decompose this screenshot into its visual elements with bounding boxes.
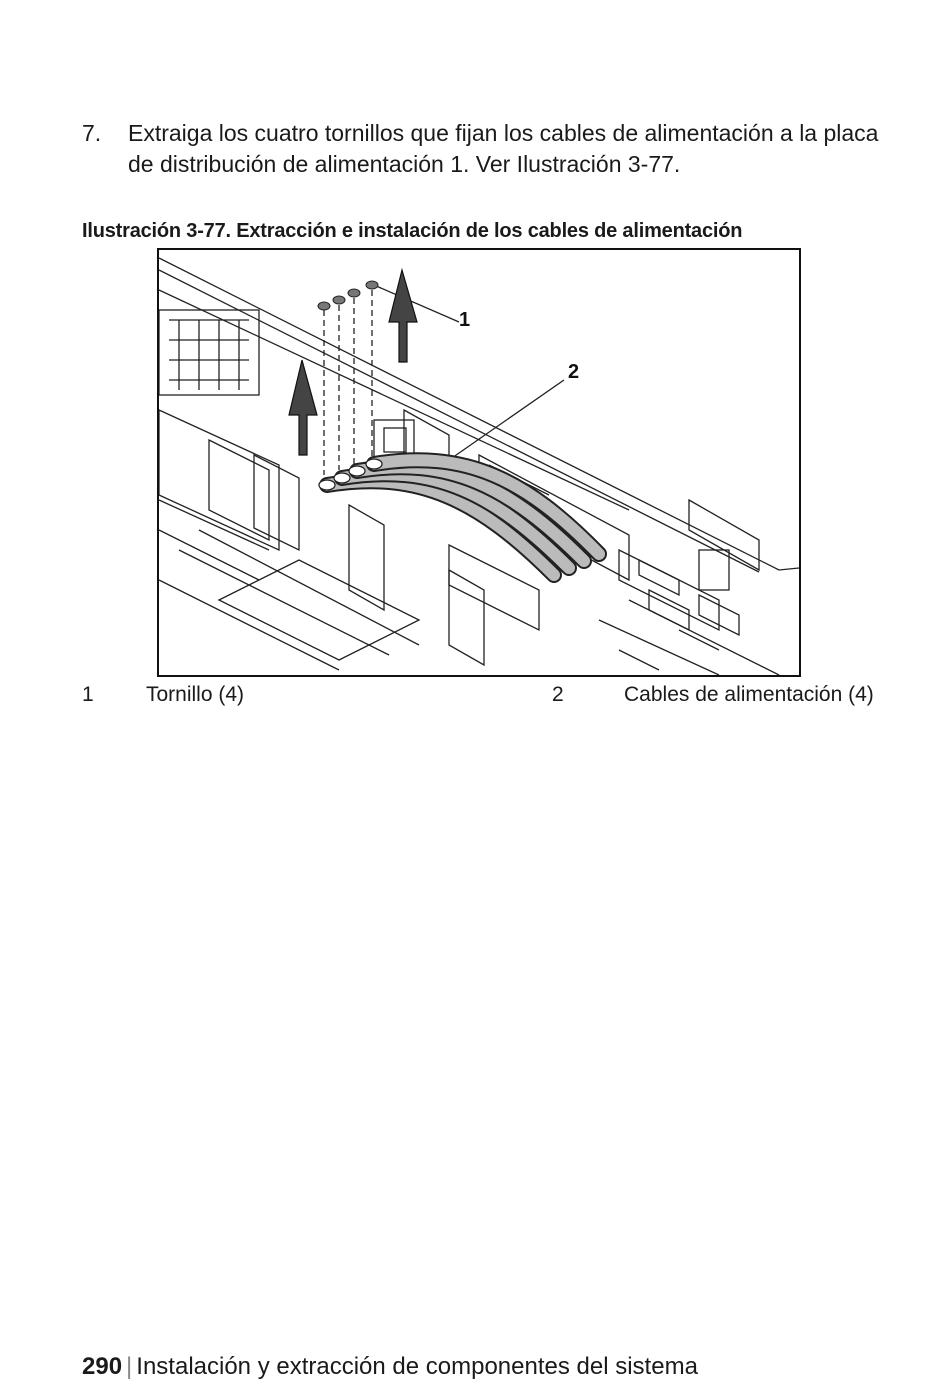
legend-item-1-label: Tornillo (4): [146, 683, 245, 706]
figure-title: Ilustración 3-77. Extracción e instalación de los cables de alimentación: [82, 220, 743, 242]
power-cables-diagram: [159, 250, 799, 675]
step-text: Extraiga los cuatro tornillos que fijan los cables de alimentación a la placa de distribución de alimentación 1. Ver Ilustración 3-77.: [128, 120, 879, 177]
callout-2: 2: [568, 361, 580, 383]
step-7: [82, 118, 902, 180]
page-number: 290: [82, 1353, 123, 1380]
legend-item-2-number: 2: [552, 683, 564, 706]
legend-item-2-label: Cables de alimentación (4): [624, 683, 874, 706]
figure-illustration: [157, 248, 801, 677]
footer-separator: |: [126, 1353, 133, 1380]
page-footer: [82, 1353, 698, 1381]
section-title: Instalación y extracción de componentes del sistema: [136, 1353, 698, 1380]
step-number: 7.: [82, 120, 102, 146]
callout-1: 1: [459, 309, 471, 331]
legend-item-1-number: 1: [82, 683, 94, 706]
